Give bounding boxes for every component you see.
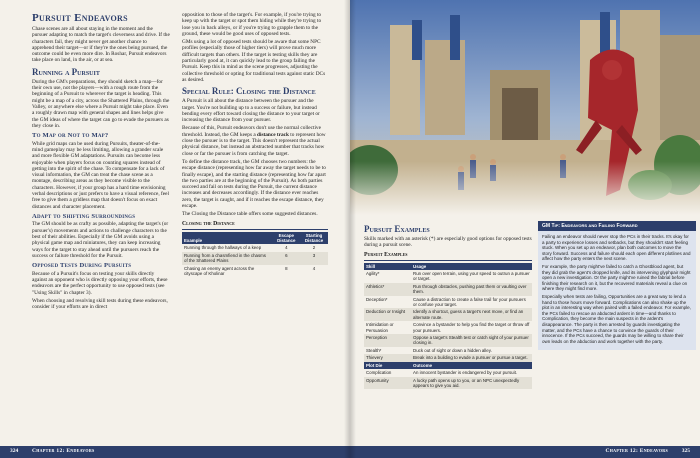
map-paragraph: While grid maps can be used during Pursuits, theater-of-the-mind gameplay may be less limiting, allowing a grander scale and more flexible GM adaptations. Pursuits can become less enjoyable when players focus on counting squares instead of getting into the spirit of the chase. To compensate for a lack of visual information, the GM can treat the chase scene as a montage, describing areas as they become visible to the characters. However, if your group has a hard time envisioning verbal descriptions or just prefers to have a visual reference, feel free to give them a gridless map that doesn't focus on exact distances and character placement.: [32, 140, 169, 210]
table-cell: 6: [273, 252, 301, 265]
table-row: [182, 244, 328, 251]
table-cell: Perception: [364, 334, 411, 347]
table-cell: 4: [312, 265, 316, 271]
gm-opposed-paragraph: GMs using a lot of opposed tests should be aware that some NPC profiles (especially those of higher tiers) will prove much more difficult targets than others. If the target is testing skills they are particularly good at, it can quickly lead to the group failing the Pursuit. Keep this in mind as the scene progresses, adjusting the collective threshold or opting for traditional tests against static DCs as desired.: [182, 39, 326, 83]
table-cell: Run over open terrain, using your speed to outrun a pursuer or target.: [413, 271, 530, 282]
book-gutter: [344, 0, 356, 458]
page-title: Pursuit Endeavors: [32, 12, 128, 24]
opposed-heading: Opposed Tests During Pursuits: [32, 262, 132, 270]
table-row: [364, 354, 532, 361]
table-row: [182, 265, 328, 278]
sidebar-paragraph-1: Failing an endeavor should never stop the PCs in their tracks. It's okay for a party to experience losses and setbacks, but they shouldn't start feeling stuck. When you set up an endeavor, plan both outcomes to move the story forward. Success and failure should each open different plotlines and affect how the party enters the next scene.: [542, 234, 691, 262]
adapt-heading: Adapt to Shifting Surroundings: [32, 212, 136, 220]
pursuit-skills-table: [364, 263, 532, 390]
closing-distance-table: [182, 232, 328, 278]
table-row: [364, 308, 532, 321]
sidebar-title: GM Tip: Endeavors and Failing Forward: [538, 221, 696, 231]
table-header: Plot Die: [364, 362, 411, 369]
closing-distance-table-title: Closing the Distance: [182, 221, 328, 230]
table-header: Example: [182, 232, 273, 245]
table-row: [364, 321, 532, 334]
table-cell: Athletics*: [364, 283, 411, 296]
right-page: [350, 0, 700, 458]
table-cell: Chasing an enemy agent across the cityscape of Kholinar: [184, 265, 255, 277]
table-cell: Opportunity: [364, 377, 411, 390]
special-rule-heading: Special Rule: Closing the Distance: [182, 86, 316, 97]
special-paragraph-4: The Closing the Distance table offers some suggested distances.: [182, 211, 318, 218]
table-cell: Deception*: [366, 296, 388, 302]
opposed-paragraph-1: Because of a Pursuit's focus on testing your skills directly against an opponent who is directly opposing your efforts, these endeavors are the perfect opportunity to use opposed tests (see "Using Skills" in chapter 3).: [32, 270, 168, 296]
examples-table-title: Pursuit Examples: [364, 252, 532, 261]
table-cell: Identify a shortcut, guess a target's next move, or find an alternate route.: [411, 308, 532, 321]
table-cell: 8: [285, 265, 288, 271]
page-number: 324: [10, 448, 19, 454]
intro-paragraph: Chase scenes are all about staying in the moment and the pursuer adapting to match the target's cleverness and drive. If the characters fail, they might never get another chance to apprehend their target—or if they're the ones being pursued, the outcome could be even more dire. In Roshar, Pursuit endeavors take place on land, in the air, or at sea.: [32, 26, 170, 64]
page-number: 325: [681, 448, 690, 454]
table-row: [364, 347, 532, 354]
table-row: [364, 283, 532, 296]
adapt-paragraph: The GM should be as crafty as possible, adapting the target's (or pursuer's) movements and actions to challenge characters to the best of their abilities. Especially if the GM avoids using a physical game map and miniatures, they can keep increasing ways for the target to stay ahead until the pursuers reach the success or failure threshold for the Pursuit.: [32, 221, 169, 259]
chapter-label: Chapter 12: Endeavors: [605, 448, 668, 454]
special-paragraph-2: [182, 125, 328, 156]
table-cell: Oppose a target's Stealth test or catch sight of your pursuer closing in.: [411, 334, 532, 347]
right-column-1: [364, 221, 532, 389]
table-cell: Stealth*: [366, 347, 382, 353]
table-cell: Break into a building to evade a pursuer or pursue a target.: [411, 354, 532, 361]
special-text-pre: Because of this, Pursuit endeavors don't use the normal collective threshold. Instead, the GM keeps a: [182, 125, 321, 138]
left-footer: [0, 446, 350, 458]
right-footer: [350, 446, 700, 458]
table-row: [364, 377, 532, 390]
chapter-label: Chapter 12: Endeavors: [32, 448, 95, 454]
table-header: Escape Distance: [273, 232, 301, 245]
examples-heading: Pursuit Examples: [364, 224, 430, 234]
table-row: [182, 252, 328, 265]
opposed-continued-paragraph: opposition to those of the target's. For example, if you're trying to keep up with the target or spot them hiding while they're trying to lose you in back alleys, or if you're trying to grapple them to the ground, these would be good uses of opposed tests.: [182, 12, 322, 37]
running-heading: Running a Pursuit: [32, 66, 100, 77]
table-header-row: [364, 263, 532, 270]
table-header-row: [364, 362, 532, 369]
table-cell: Intimidation or Persuasion: [366, 322, 394, 333]
table-cell: Run through obstacles, pushing past them or vaulting over them.: [411, 283, 532, 296]
table-row: [364, 369, 532, 376]
table-cell: Running from a chasmfiend in the chasms of the Shattered Plains: [182, 252, 273, 265]
table-row: [364, 270, 532, 283]
examples-intro: Skills marked with an asterisk (*) are especially good options for opposed tests during a pursuit scene.: [364, 236, 532, 249]
special-paragraph-1: A Pursuit is all about the distance between the pursuer and the target. You're not building up to a success or failure, but instead bending every effort toward closing the distance to your target or increasing the distance from your pursuer.: [182, 98, 320, 124]
table-cell: 3: [300, 252, 328, 265]
table-cell: Deduction or Insight: [364, 308, 411, 321]
table-header: Starting Distance: [300, 232, 328, 245]
distance-track-term: distance track: [257, 131, 289, 138]
table-cell: Running through the hallways of a keep: [184, 245, 262, 251]
table-header-row: [182, 232, 328, 245]
running-paragraph: During the GM's preparations, they should sketch a map—for their own use, not the players—with a rough route from the beginning of a Pursuit to wherever the target is heading. This might be a map of a city, across the Shattered Plains, through the Valley, or anywhere else where a Pursuit might take place. Even a roughly drawn map with general shapes and lines helps give the GM ideas of where the target can go to evade the pursuers as they close in.: [32, 78, 170, 129]
left-column-2: [182, 12, 328, 277]
table-cell: Cause a distraction to create a false trail for your pursuers or confuse your target.: [413, 296, 526, 308]
table-cell: Duck out of sight or down a hidden alley.: [413, 347, 492, 353]
table-cell: Complication: [366, 370, 392, 376]
table-cell: Convince a bystander to help you find the target or throw off your pursuers.: [413, 322, 530, 333]
table-cell: Thievery: [364, 354, 411, 361]
table-cell: A lucky path opens up to you, or an NPC unexpectedly appears to give you aid.: [411, 377, 532, 390]
table-cell: 2: [312, 245, 316, 251]
special-paragraph-3: To define the distance track, the GM chooses two numbers: the escape distance (representing how far away the target needs to be to finally escape), and the starting distance (representing how far apart the two parties are at the beginning of the Pursuit). As both parties succeed and fail on tests during the Pursuit, the current distance increases and decreases accordingly. If the distance ever reaches zero, the target is caught, and if it reaches the escape distance, they escape.: [182, 158, 326, 210]
sidebar-paragraph-3: Especially when tests are failing, Opportunities are a great way to lend a hand to those hours move forward. Complications can also shake up the plot in an interesting way when paired with a failed endeavor. For example, the PCs failed to rescue an abducted ardent in time—and thanks to Complication, they become the main suspects in the ardent's disappearance. The party is then arrested by guards investigating the matter, and the PCs have a chance to convince the guards of their innocence. If the PCs succeed, the guards may be willing to share their own leads on the abduction and work together with the party.: [542, 293, 691, 344]
table-header: Usage: [411, 263, 532, 270]
left-column-1: [32, 12, 170, 312]
sidebar-paragraph-2: For example, the party might've failed to catch a Ghostblood agent, but they did grab the agent's dropped knife, and its intervening glyphpair might open a new investigation. Or the party might've ruined the fabrial before finishing their research on it, but the recovered materials reveal a clue on where they might find more.: [542, 263, 691, 292]
table-header: Outcome: [411, 362, 532, 369]
chase-illustration: [350, 0, 700, 215]
table-cell: 4: [285, 245, 288, 251]
table-row: [364, 334, 532, 347]
opposed-paragraph-2: When choosing and resolving skill tests during these endeavors, consider if your efforts are in direct: [32, 297, 168, 311]
table-cell: Agility*: [366, 271, 380, 276]
gm-tip-sidebar: [538, 221, 696, 350]
table-cell: An innocent bystander is endangered by your pursuit.: [413, 370, 518, 376]
table-row: [364, 296, 532, 309]
table-header: Skill: [364, 263, 411, 270]
special-text-post: to represent how close the pursuer is to the target. This doesn't represent the actual physical distance, but instead an abstracted number that tracks how close or far the pursuer is from catching the target.: [182, 131, 326, 157]
map-heading: To Map or Not to Map?: [32, 132, 109, 140]
